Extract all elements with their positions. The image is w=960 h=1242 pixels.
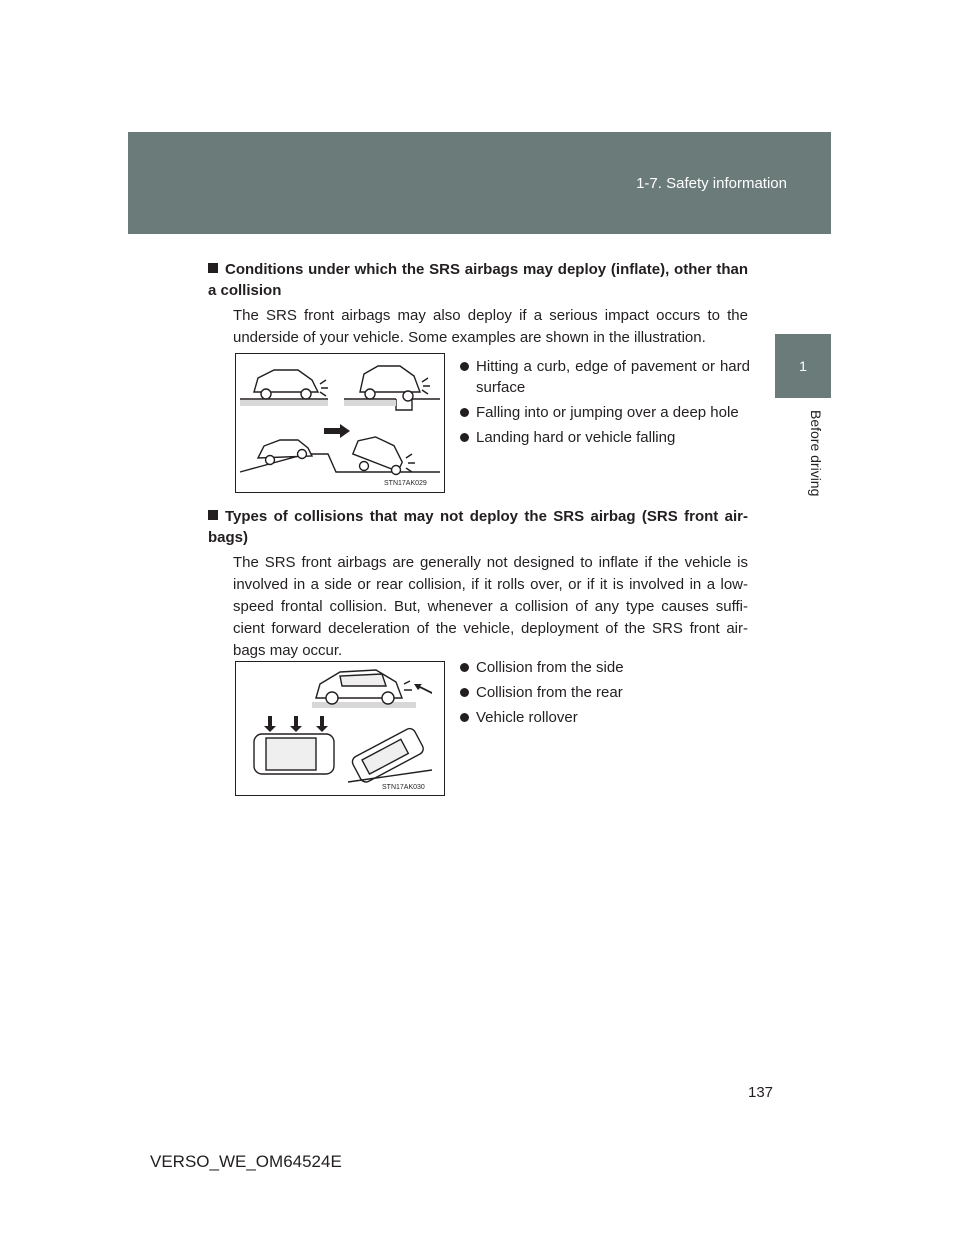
- document-code: VERSO_WE_OM64524E: [150, 1152, 342, 1171]
- header-band: [128, 132, 831, 234]
- chapter-number: 1: [799, 358, 807, 374]
- illustration-no-deploy: [235, 661, 445, 796]
- list-item: Landing hard or vehicle falling: [460, 427, 750, 448]
- section2-body: The SRS front airbags are generally not designed to inflate if the vehicle is involved in a side or rear collision, if it rolls over, or if it is involved in a low-speed frontal collision. But, whenever a collision of any type causes suffi-cient forward deceleration of the vehicle, deployment of the SRS front air-bags may occur.: [233, 554, 748, 659]
- figure-code: STN17AK030: [382, 784, 425, 791]
- section1-body: The SRS front airbags may also deploy if a serious impact occurs to the underside of your vehicle. Some examples are shown in the illustration.: [233, 307, 748, 346]
- section2-heading: Types of collisions that may not deploy the SRS airbag (SRS front air-bags): [208, 508, 748, 546]
- section1-bullet-list: [460, 356, 750, 452]
- figure-code: STN17AK029: [384, 480, 427, 487]
- underside-impact-illustration: [236, 354, 444, 492]
- illustration-airbag-deploy: [235, 353, 445, 493]
- collision-types-illustration: [236, 662, 444, 795]
- square-bullet-icon: [208, 510, 218, 520]
- chapter-tab: [775, 334, 831, 398]
- chapter-label: Before driving: [808, 410, 824, 497]
- page-number: 137: [748, 1084, 774, 1101]
- square-bullet-icon: [208, 263, 218, 273]
- list-item: Collision from the side: [460, 657, 750, 678]
- list-item: Falling into or jumping over a deep hole: [460, 402, 750, 423]
- list-item: Collision from the rear: [460, 682, 750, 703]
- section-title: 1-7. Safety information: [636, 175, 787, 192]
- list-item: Hitting a curb, edge of pavement or hard surface: [460, 356, 750, 398]
- section1-heading: Conditions under which the SRS airbags may deploy (inflate), other than a collision: [208, 261, 748, 299]
- list-item: Vehicle rollover: [460, 707, 750, 728]
- section2-bullet-list: [460, 657, 750, 732]
